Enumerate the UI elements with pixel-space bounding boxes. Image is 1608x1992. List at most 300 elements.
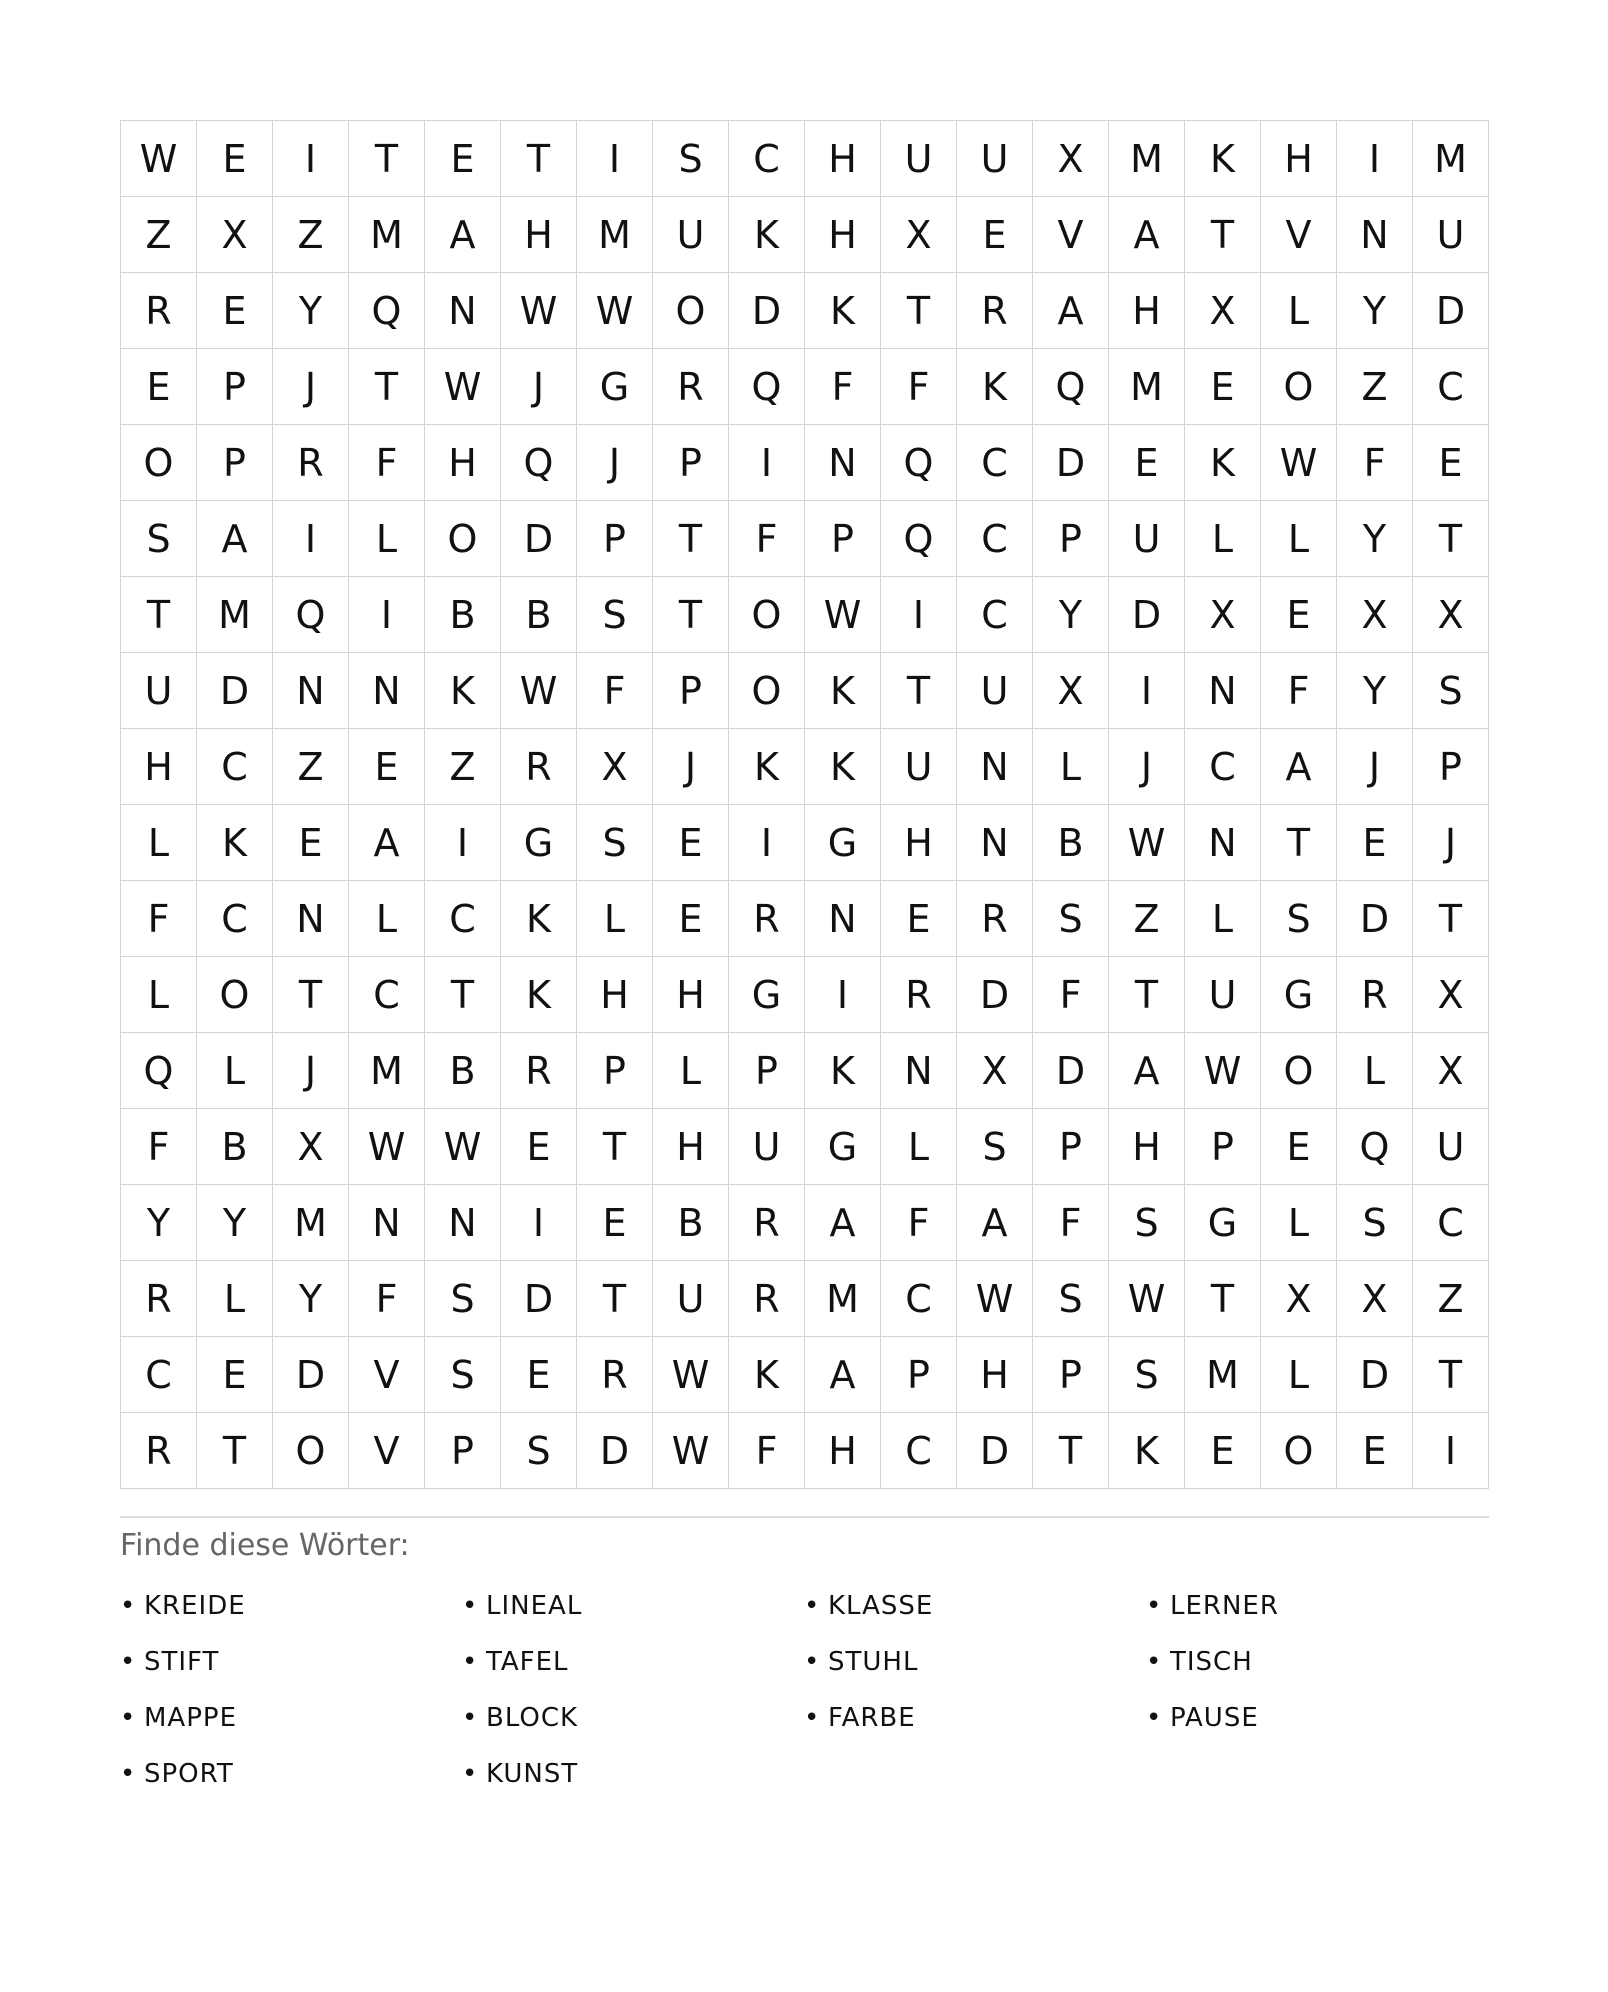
grid-cell[interactable]: W	[577, 273, 653, 349]
grid-cell[interactable]: K	[805, 653, 881, 729]
grid-cell[interactable]: S	[1033, 1261, 1109, 1337]
grid-cell[interactable]: Z	[425, 729, 501, 805]
grid-cell[interactable]: D	[273, 1337, 349, 1413]
grid-cell[interactable]: P	[1033, 1109, 1109, 1185]
grid-cell[interactable]: R	[881, 957, 957, 1033]
grid-cell[interactable]: A	[1109, 1033, 1185, 1109]
grid-cell[interactable]: H	[805, 121, 881, 197]
grid-cell[interactable]: I	[273, 121, 349, 197]
grid-cell[interactable]: M	[273, 1185, 349, 1261]
grid-cell[interactable]: G	[729, 957, 805, 1033]
grid-cell[interactable]: I	[1337, 121, 1413, 197]
grid-cell[interactable]: R	[653, 349, 729, 425]
grid-cell[interactable]: X	[577, 729, 653, 805]
grid-cell[interactable]: X	[881, 197, 957, 273]
grid-cell[interactable]: E	[1337, 1413, 1413, 1489]
grid-cell[interactable]: U	[653, 197, 729, 273]
grid-cell[interactable]: N	[805, 881, 881, 957]
grid-cell[interactable]: B	[1033, 805, 1109, 881]
grid-cell[interactable]: W	[1109, 805, 1185, 881]
grid-cell[interactable]: G	[577, 349, 653, 425]
grid-cell[interactable]: L	[1261, 501, 1337, 577]
grid-cell[interactable]: R	[273, 425, 349, 501]
grid-cell[interactable]: X	[1337, 1261, 1413, 1337]
grid-cell[interactable]: U	[881, 121, 957, 197]
grid-cell[interactable]: Z	[1413, 1261, 1489, 1337]
grid-cell[interactable]: T	[577, 1109, 653, 1185]
grid-cell[interactable]: M	[197, 577, 273, 653]
grid-cell[interactable]: P	[1033, 1337, 1109, 1413]
grid-cell[interactable]: L	[577, 881, 653, 957]
grid-cell[interactable]: O	[729, 653, 805, 729]
grid-cell[interactable]: O	[1261, 349, 1337, 425]
grid-cell[interactable]: L	[653, 1033, 729, 1109]
grid-cell[interactable]: D	[501, 1261, 577, 1337]
grid-cell[interactable]: T	[653, 577, 729, 653]
grid-cell[interactable]: K	[1185, 425, 1261, 501]
grid-cell[interactable]: N	[1185, 653, 1261, 729]
grid-cell[interactable]: S	[1413, 653, 1489, 729]
grid-cell[interactable]: N	[1337, 197, 1413, 273]
grid-cell[interactable]: O	[1261, 1413, 1337, 1489]
grid-cell[interactable]: N	[349, 653, 425, 729]
grid-cell[interactable]: C	[425, 881, 501, 957]
grid-cell[interactable]: D	[957, 1413, 1033, 1489]
grid-cell[interactable]: W	[501, 273, 577, 349]
grid-cell[interactable]: J	[1413, 805, 1489, 881]
grid-cell[interactable]: V	[349, 1337, 425, 1413]
grid-cell[interactable]: E	[653, 805, 729, 881]
grid-cell[interactable]: T	[425, 957, 501, 1033]
grid-cell[interactable]: H	[425, 425, 501, 501]
grid-cell[interactable]: E	[501, 1109, 577, 1185]
grid-cell[interactable]: W	[653, 1337, 729, 1413]
grid-cell[interactable]: X	[197, 197, 273, 273]
grid-cell[interactable]: C	[1413, 1185, 1489, 1261]
grid-cell[interactable]: L	[121, 957, 197, 1033]
grid-cell[interactable]: I	[881, 577, 957, 653]
grid-cell[interactable]: K	[729, 197, 805, 273]
grid-cell[interactable]: X	[1413, 577, 1489, 653]
grid-cell[interactable]: I	[1109, 653, 1185, 729]
grid-cell[interactable]: B	[425, 577, 501, 653]
grid-cell[interactable]: O	[273, 1413, 349, 1489]
grid-cell[interactable]: D	[1033, 1033, 1109, 1109]
grid-cell[interactable]: W	[1109, 1261, 1185, 1337]
grid-cell[interactable]: G	[1185, 1185, 1261, 1261]
grid-cell[interactable]: B	[653, 1185, 729, 1261]
grid-cell[interactable]: P	[653, 425, 729, 501]
grid-cell[interactable]: Z	[273, 729, 349, 805]
grid-cell[interactable]: I	[349, 577, 425, 653]
grid-cell[interactable]: Z	[121, 197, 197, 273]
grid-cell[interactable]: X	[1185, 577, 1261, 653]
grid-cell[interactable]: U	[729, 1109, 805, 1185]
grid-cell[interactable]: E	[1185, 1413, 1261, 1489]
grid-cell[interactable]: N	[425, 273, 501, 349]
grid-cell[interactable]: T	[501, 121, 577, 197]
grid-cell[interactable]: C	[881, 1261, 957, 1337]
grid-cell[interactable]: S	[1261, 881, 1337, 957]
grid-cell[interactable]: H	[805, 1413, 881, 1489]
grid-cell[interactable]: T	[1109, 957, 1185, 1033]
grid-cell[interactable]: Y	[273, 273, 349, 349]
grid-cell[interactable]: F	[881, 1185, 957, 1261]
grid-cell[interactable]: T	[273, 957, 349, 1033]
grid-cell[interactable]: Y	[1337, 653, 1413, 729]
grid-cell[interactable]: A	[805, 1185, 881, 1261]
grid-cell[interactable]: I	[425, 805, 501, 881]
grid-cell[interactable]: T	[577, 1261, 653, 1337]
grid-cell[interactable]: E	[881, 881, 957, 957]
grid-cell[interactable]: N	[881, 1033, 957, 1109]
grid-cell[interactable]: X	[1337, 577, 1413, 653]
grid-cell[interactable]: M	[1109, 121, 1185, 197]
grid-cell[interactable]: T	[1033, 1413, 1109, 1489]
grid-cell[interactable]: F	[121, 881, 197, 957]
grid-cell[interactable]: I	[273, 501, 349, 577]
grid-cell[interactable]: E	[1261, 577, 1337, 653]
grid-cell[interactable]: T	[1413, 881, 1489, 957]
grid-cell[interactable]: K	[425, 653, 501, 729]
grid-cell[interactable]: N	[805, 425, 881, 501]
grid-cell[interactable]: F	[1033, 1185, 1109, 1261]
grid-cell[interactable]: C	[1185, 729, 1261, 805]
grid-cell[interactable]: F	[349, 425, 425, 501]
grid-cell[interactable]: J	[1337, 729, 1413, 805]
grid-cell[interactable]: E	[1109, 425, 1185, 501]
grid-cell[interactable]: H	[653, 1109, 729, 1185]
grid-cell[interactable]: U	[653, 1261, 729, 1337]
grid-cell[interactable]: R	[121, 1261, 197, 1337]
grid-cell[interactable]: K	[729, 1337, 805, 1413]
grid-cell[interactable]: X	[957, 1033, 1033, 1109]
grid-cell[interactable]: W	[1261, 425, 1337, 501]
grid-cell[interactable]: E	[273, 805, 349, 881]
grid-cell[interactable]: O	[121, 425, 197, 501]
grid-cell[interactable]: P	[653, 653, 729, 729]
grid-cell[interactable]: U	[957, 121, 1033, 197]
grid-cell[interactable]: P	[577, 1033, 653, 1109]
grid-cell[interactable]: Q	[501, 425, 577, 501]
grid-cell[interactable]: W	[425, 349, 501, 425]
grid-cell[interactable]: Y	[121, 1185, 197, 1261]
grid-cell[interactable]: C	[349, 957, 425, 1033]
grid-cell[interactable]: K	[1109, 1413, 1185, 1489]
grid-cell[interactable]: I	[729, 805, 805, 881]
grid-cell[interactable]: C	[121, 1337, 197, 1413]
grid-cell[interactable]: L	[1261, 1337, 1337, 1413]
grid-cell[interactable]: X	[1033, 121, 1109, 197]
grid-cell[interactable]: U	[121, 653, 197, 729]
grid-cell[interactable]: H	[121, 729, 197, 805]
grid-cell[interactable]: P	[1033, 501, 1109, 577]
grid-cell[interactable]: A	[957, 1185, 1033, 1261]
grid-cell[interactable]: G	[805, 1109, 881, 1185]
grid-cell[interactable]: D	[1109, 577, 1185, 653]
grid-cell[interactable]: L	[881, 1109, 957, 1185]
grid-cell[interactable]: R	[577, 1337, 653, 1413]
grid-cell[interactable]: R	[729, 1261, 805, 1337]
grid-cell[interactable]: K	[501, 881, 577, 957]
grid-cell[interactable]: H	[957, 1337, 1033, 1413]
grid-cell[interactable]: E	[425, 121, 501, 197]
grid-cell[interactable]: F	[729, 1413, 805, 1489]
grid-cell[interactable]: F	[1337, 425, 1413, 501]
grid-cell[interactable]: P	[197, 425, 273, 501]
grid-cell[interactable]: T	[1261, 805, 1337, 881]
grid-cell[interactable]: Y	[1337, 501, 1413, 577]
grid-cell[interactable]: W	[653, 1413, 729, 1489]
grid-cell[interactable]: N	[349, 1185, 425, 1261]
grid-cell[interactable]: Q	[273, 577, 349, 653]
grid-cell[interactable]: Q	[881, 425, 957, 501]
grid-cell[interactable]: X	[1413, 957, 1489, 1033]
grid-cell[interactable]: G	[1261, 957, 1337, 1033]
grid-cell[interactable]: M	[1109, 349, 1185, 425]
grid-cell[interactable]: D	[1337, 881, 1413, 957]
grid-cell[interactable]: C	[1413, 349, 1489, 425]
grid-cell[interactable]: K	[1185, 121, 1261, 197]
grid-cell[interactable]: F	[121, 1109, 197, 1185]
grid-cell[interactable]: W	[501, 653, 577, 729]
grid-cell[interactable]: F	[1033, 957, 1109, 1033]
grid-cell[interactable]: P	[577, 501, 653, 577]
grid-cell[interactable]: R	[1337, 957, 1413, 1033]
grid-cell[interactable]: U	[957, 653, 1033, 729]
grid-cell[interactable]: L	[121, 805, 197, 881]
grid-cell[interactable]: X	[1033, 653, 1109, 729]
grid-cell[interactable]: S	[501, 1413, 577, 1489]
grid-cell[interactable]: L	[197, 1033, 273, 1109]
grid-cell[interactable]: X	[1261, 1261, 1337, 1337]
grid-cell[interactable]: L	[1337, 1033, 1413, 1109]
grid-cell[interactable]: U	[881, 729, 957, 805]
grid-cell[interactable]: U	[1413, 197, 1489, 273]
grid-cell[interactable]: E	[349, 729, 425, 805]
grid-cell[interactable]: S	[1337, 1185, 1413, 1261]
grid-cell[interactable]: B	[197, 1109, 273, 1185]
grid-cell[interactable]: R	[957, 881, 1033, 957]
grid-cell[interactable]: C	[197, 729, 273, 805]
grid-cell[interactable]: K	[805, 273, 881, 349]
grid-cell[interactable]: R	[957, 273, 1033, 349]
grid-cell[interactable]: E	[121, 349, 197, 425]
grid-cell[interactable]: A	[197, 501, 273, 577]
grid-cell[interactable]: D	[957, 957, 1033, 1033]
grid-cell[interactable]: Y	[1033, 577, 1109, 653]
grid-cell[interactable]: N	[1185, 805, 1261, 881]
grid-cell[interactable]: E	[197, 273, 273, 349]
grid-cell[interactable]: M	[349, 197, 425, 273]
grid-cell[interactable]: T	[1185, 197, 1261, 273]
grid-cell[interactable]: O	[729, 577, 805, 653]
grid-cell[interactable]: A	[425, 197, 501, 273]
grid-cell[interactable]: P	[881, 1337, 957, 1413]
grid-cell[interactable]: N	[273, 881, 349, 957]
grid-cell[interactable]: U	[1413, 1109, 1489, 1185]
grid-cell[interactable]: F	[729, 501, 805, 577]
grid-cell[interactable]: W	[805, 577, 881, 653]
grid-cell[interactable]: R	[121, 1413, 197, 1489]
grid-cell[interactable]: S	[957, 1109, 1033, 1185]
grid-cell[interactable]: J	[501, 349, 577, 425]
grid-cell[interactable]: C	[957, 577, 1033, 653]
grid-cell[interactable]: J	[577, 425, 653, 501]
grid-cell[interactable]: F	[881, 349, 957, 425]
grid-cell[interactable]: Y	[273, 1261, 349, 1337]
grid-cell[interactable]: N	[273, 653, 349, 729]
grid-cell[interactable]: K	[197, 805, 273, 881]
grid-cell[interactable]: T	[349, 121, 425, 197]
grid-cell[interactable]: Z	[273, 197, 349, 273]
grid-cell[interactable]: E	[1337, 805, 1413, 881]
grid-cell[interactable]: S	[577, 577, 653, 653]
grid-cell[interactable]: Q	[881, 501, 957, 577]
grid-cell[interactable]: Q	[1337, 1109, 1413, 1185]
grid-cell[interactable]: W	[121, 121, 197, 197]
grid-cell[interactable]: S	[121, 501, 197, 577]
grid-cell[interactable]: Q	[1033, 349, 1109, 425]
grid-cell[interactable]: U	[1185, 957, 1261, 1033]
grid-cell[interactable]: E	[1413, 425, 1489, 501]
grid-cell[interactable]: V	[349, 1413, 425, 1489]
grid-cell[interactable]: P	[729, 1033, 805, 1109]
grid-cell[interactable]: C	[957, 501, 1033, 577]
grid-cell[interactable]: N	[425, 1185, 501, 1261]
grid-cell[interactable]: E	[653, 881, 729, 957]
grid-cell[interactable]: L	[1185, 881, 1261, 957]
grid-cell[interactable]: U	[1109, 501, 1185, 577]
grid-cell[interactable]: T	[881, 653, 957, 729]
grid-cell[interactable]: R	[501, 729, 577, 805]
grid-cell[interactable]: L	[1261, 1185, 1337, 1261]
grid-cell[interactable]: J	[273, 349, 349, 425]
grid-cell[interactable]: T	[653, 501, 729, 577]
grid-cell[interactable]: X	[1413, 1033, 1489, 1109]
grid-cell[interactable]: T	[349, 349, 425, 425]
grid-cell[interactable]: M	[577, 197, 653, 273]
grid-cell[interactable]: T	[1413, 501, 1489, 577]
grid-cell[interactable]: S	[425, 1337, 501, 1413]
grid-cell[interactable]: S	[1109, 1337, 1185, 1413]
grid-cell[interactable]: L	[1261, 273, 1337, 349]
grid-cell[interactable]: Y	[1337, 273, 1413, 349]
grid-cell[interactable]: I	[577, 121, 653, 197]
grid-cell[interactable]: C	[957, 425, 1033, 501]
grid-cell[interactable]: D	[501, 501, 577, 577]
grid-cell[interactable]: F	[1261, 653, 1337, 729]
grid-cell[interactable]: I	[501, 1185, 577, 1261]
grid-cell[interactable]: I	[729, 425, 805, 501]
grid-cell[interactable]: W	[1185, 1033, 1261, 1109]
grid-cell[interactable]: P	[1185, 1109, 1261, 1185]
grid-cell[interactable]: G	[805, 805, 881, 881]
grid-cell[interactable]: V	[1261, 197, 1337, 273]
grid-cell[interactable]: D	[1413, 273, 1489, 349]
grid-cell[interactable]: M	[349, 1033, 425, 1109]
grid-cell[interactable]: C	[729, 121, 805, 197]
grid-cell[interactable]: A	[1261, 729, 1337, 805]
grid-cell[interactable]: E	[957, 197, 1033, 273]
grid-cell[interactable]: A	[805, 1337, 881, 1413]
grid-cell[interactable]: I	[805, 957, 881, 1033]
grid-cell[interactable]: L	[1185, 501, 1261, 577]
grid-cell[interactable]: N	[957, 729, 1033, 805]
grid-cell[interactable]: T	[1185, 1261, 1261, 1337]
grid-cell[interactable]: E	[1185, 349, 1261, 425]
grid-cell[interactable]: H	[501, 197, 577, 273]
grid-cell[interactable]: H	[881, 805, 957, 881]
grid-cell[interactable]: R	[729, 1185, 805, 1261]
grid-cell[interactable]: X	[1185, 273, 1261, 349]
grid-cell[interactable]: Q	[121, 1033, 197, 1109]
grid-cell[interactable]: T	[881, 273, 957, 349]
grid-cell[interactable]: F	[577, 653, 653, 729]
grid-cell[interactable]: K	[957, 349, 1033, 425]
grid-cell[interactable]: E	[1261, 1109, 1337, 1185]
grid-cell[interactable]: T	[121, 577, 197, 653]
grid-cell[interactable]: A	[1109, 197, 1185, 273]
grid-cell[interactable]: Q	[729, 349, 805, 425]
grid-cell[interactable]: D	[577, 1413, 653, 1489]
grid-cell[interactable]: X	[273, 1109, 349, 1185]
grid-cell[interactable]: B	[501, 577, 577, 653]
grid-cell[interactable]: R	[121, 273, 197, 349]
grid-cell[interactable]: K	[729, 729, 805, 805]
grid-cell[interactable]: A	[349, 805, 425, 881]
grid-cell[interactable]: D	[1033, 425, 1109, 501]
grid-cell[interactable]: W	[349, 1109, 425, 1185]
grid-cell[interactable]: V	[1033, 197, 1109, 273]
grid-cell[interactable]: D	[197, 653, 273, 729]
grid-cell[interactable]: C	[881, 1413, 957, 1489]
grid-cell[interactable]: K	[501, 957, 577, 1033]
grid-cell[interactable]: H	[805, 197, 881, 273]
grid-cell[interactable]: N	[957, 805, 1033, 881]
grid-cell[interactable]: D	[729, 273, 805, 349]
grid-cell[interactable]: H	[1261, 121, 1337, 197]
grid-cell[interactable]: W	[425, 1109, 501, 1185]
grid-cell[interactable]: R	[501, 1033, 577, 1109]
grid-cell[interactable]: R	[729, 881, 805, 957]
grid-cell[interactable]: P	[1413, 729, 1489, 805]
grid-cell[interactable]: F	[805, 349, 881, 425]
grid-cell[interactable]: T	[197, 1413, 273, 1489]
grid-cell[interactable]: J	[273, 1033, 349, 1109]
grid-cell[interactable]: O	[653, 273, 729, 349]
grid-cell[interactable]: Q	[349, 273, 425, 349]
grid-cell[interactable]: C	[197, 881, 273, 957]
grid-cell[interactable]: Z	[1337, 349, 1413, 425]
grid-cell[interactable]: E	[577, 1185, 653, 1261]
grid-cell[interactable]: I	[1413, 1413, 1489, 1489]
grid-cell[interactable]: E	[197, 121, 273, 197]
grid-cell[interactable]: T	[1413, 1337, 1489, 1413]
grid-cell[interactable]: M	[1185, 1337, 1261, 1413]
grid-cell[interactable]: S	[425, 1261, 501, 1337]
grid-cell[interactable]: P	[197, 349, 273, 425]
grid-cell[interactable]: E	[501, 1337, 577, 1413]
grid-cell[interactable]: W	[957, 1261, 1033, 1337]
grid-cell[interactable]: K	[805, 1033, 881, 1109]
grid-cell[interactable]: H	[653, 957, 729, 1033]
grid-cell[interactable]: F	[349, 1261, 425, 1337]
grid-cell[interactable]: L	[1033, 729, 1109, 805]
grid-cell[interactable]: L	[349, 881, 425, 957]
grid-cell[interactable]: J	[653, 729, 729, 805]
grid-cell[interactable]: O	[425, 501, 501, 577]
